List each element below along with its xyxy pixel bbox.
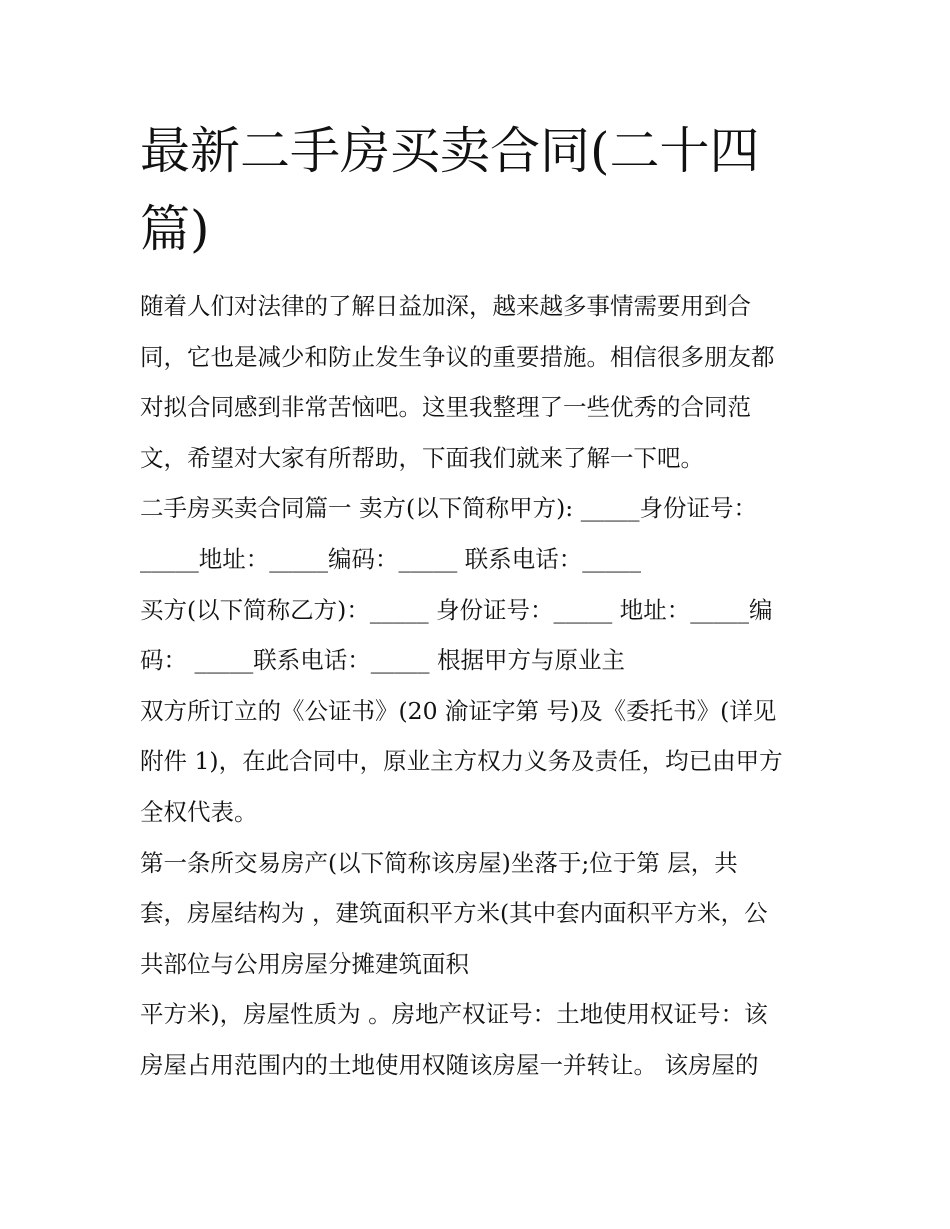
body-line: 二手房买卖合同篇一 卖方(以下简称甲方): _____身份证号：	[140, 494, 757, 523]
document-title	[140, 112, 820, 268]
body-line: 房屋占用范围内的土地使用权随该房屋一并转让。 该房屋的	[140, 1050, 759, 1079]
body-line: 附件 1)，在此合同中，原业主方权力义务及责任，均已由甲方	[140, 747, 783, 776]
body-line: 双方所订立的《公证书》(20 渝证字第 号)及《委托书》(详见	[140, 696, 777, 725]
body-line: 共部位与公用房屋分摊建筑面积	[140, 949, 469, 978]
body-line: 对拟合同感到非常苦恼吧。这里我整理了一些优秀的合同范	[140, 393, 751, 422]
body-line: 全权代表。	[140, 797, 258, 826]
title-line-1: 最新二手房买卖合同(二十四	[140, 122, 760, 180]
body-line: 买方(以下简称乙方)：_____ 身份证号：_____ 地址：_____编	[140, 595, 773, 624]
body-line: 同，它也是减少和防止发生争议的重要措施。相信很多朋友都	[140, 342, 775, 371]
body-line: 第一条所交易房产(以下简称该房屋)坐落于;位于第 层，共	[140, 848, 738, 877]
body-line: 码： _____联系电话：_____ 根据甲方与原业主	[140, 646, 625, 675]
body-line: 套，房屋结构为 ，建筑面积平方米(其中套内面积平方米，公	[140, 899, 768, 928]
body-line: 随着人们对法律的了解日益加深，越来越多事情需要用到合	[140, 292, 751, 320]
body-line: 平方米)，房屋性质为 。房地产权证号：土地使用权证号：该	[140, 1000, 768, 1029]
document-body	[140, 281, 820, 1091]
body-line: _____地址：_____编码：_____ 联系电话：_____	[140, 544, 641, 573]
title-line-2: 篇)	[140, 200, 210, 258]
body-line: 文，希望对大家有所帮助，下面我们就来了解一下吧。	[140, 443, 704, 472]
